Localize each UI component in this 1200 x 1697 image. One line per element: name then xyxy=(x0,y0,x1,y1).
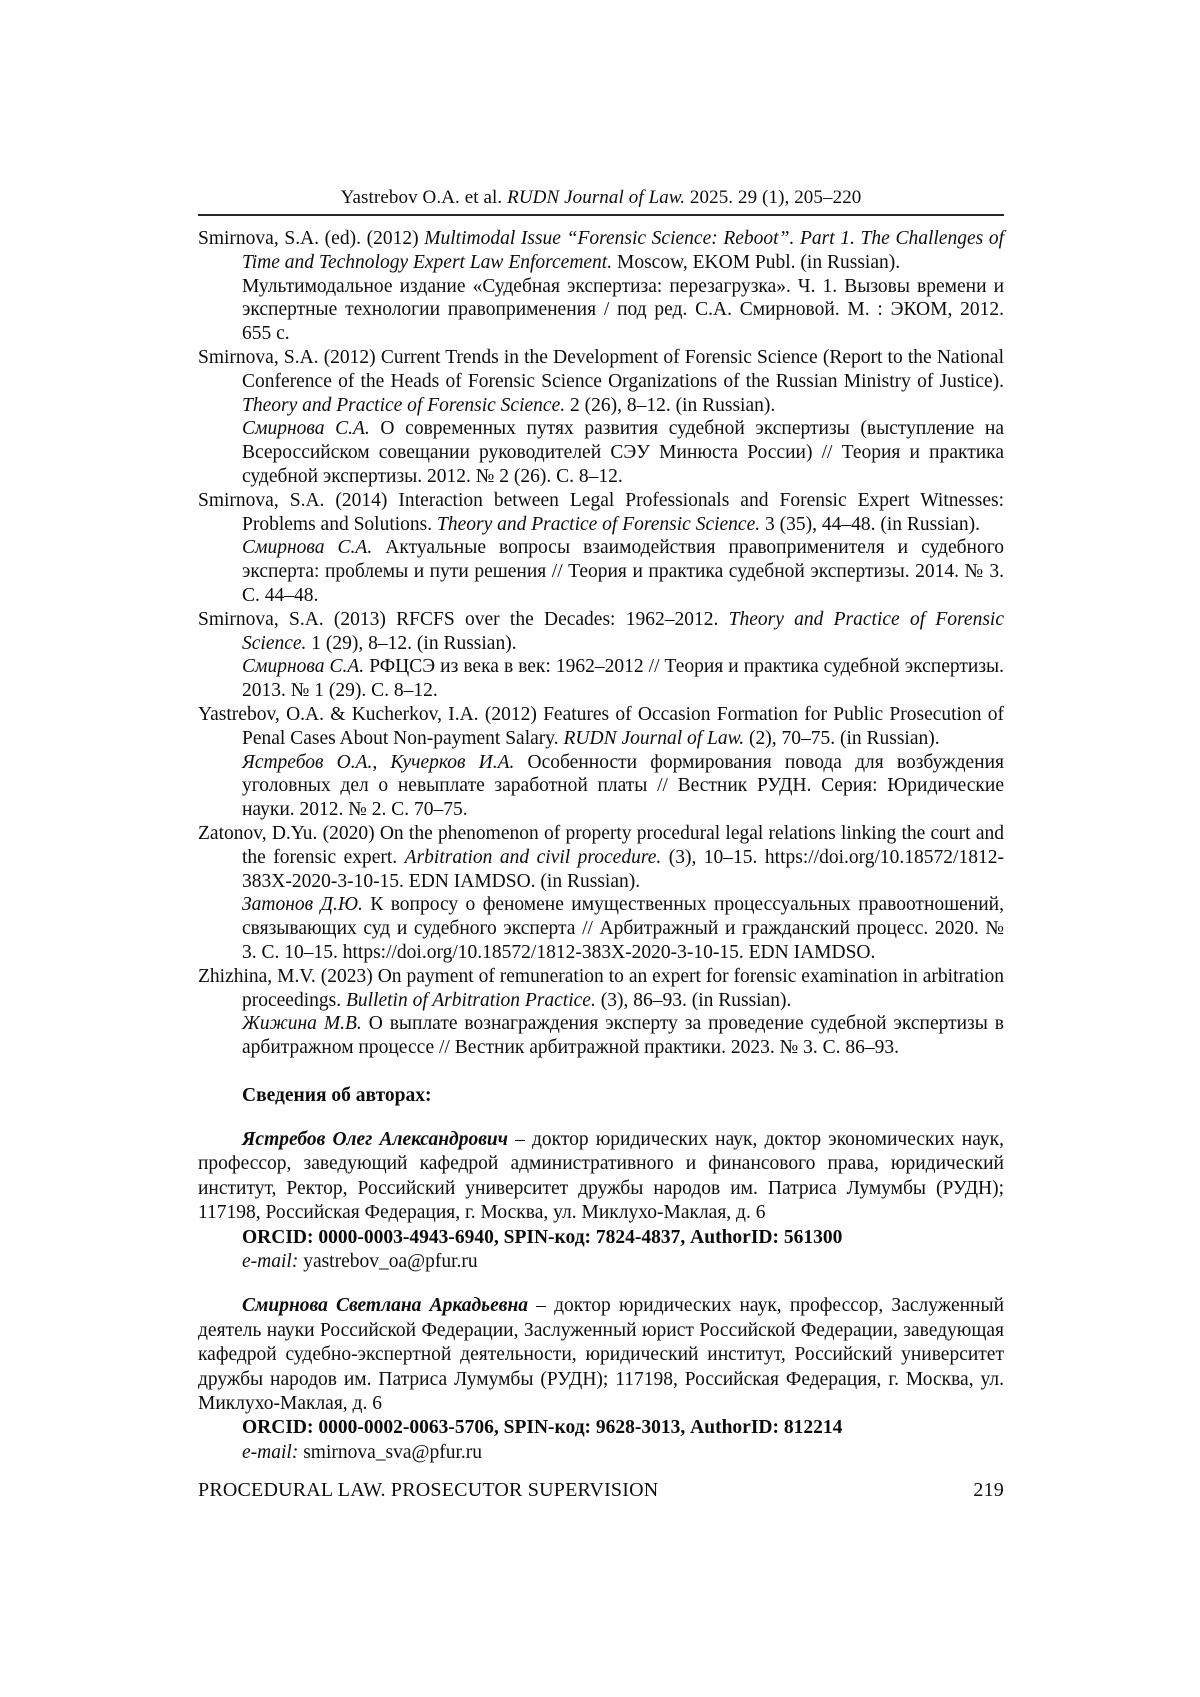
text-segment: Актуальные вопросы взаимодействия правоприменителя и судебного эксперта: проблемы и пути решения // Теория и практика судебной экспертизы. 2014. № 3. С. 44–48. xyxy=(242,537,1004,606)
text-segment: RUDN Journal of Law. xyxy=(563,727,745,749)
text-segment: Bulletin of Arbitration Practice. xyxy=(345,989,596,1011)
text-segment: Theory and Practice of Forensic Science. xyxy=(242,394,566,416)
text-segment: 2 (26), 8–12. (in Russian). xyxy=(565,394,776,416)
author-email xyxy=(198,1441,1004,1465)
page-content xyxy=(198,186,1004,1465)
email-label: e-mail: xyxy=(242,1441,299,1463)
text-segment: – доктор юридических наук, доктор экономических наук, профессор, заведующий кафедрой административного и финансового права, юридический институт, Ректор, Российский университет дружбы народов им. Патриса Лумумбы (РУДН); 117198, Российская Федерация, г. Москва, ул. Миклухо-Маклая, д. 6 xyxy=(198,1128,1004,1224)
text-segment: Особенности формирования повода для возбуждения уголовных дел о невыплате заработной платы // Вестник РУДН. Серия: Юридические науки. 2012. № 2. С. 70–75. xyxy=(242,751,1004,821)
author-bio xyxy=(198,1128,1004,1226)
reference-entry xyxy=(198,703,1004,822)
authors-section-heading: Сведения об авторах: xyxy=(242,1084,432,1106)
running-header xyxy=(198,186,1004,210)
reference-english-text xyxy=(198,965,1004,1013)
text-segment: Смирнова С.А. xyxy=(242,418,370,440)
text-segment: Arbitration and civil procedure. xyxy=(404,846,662,868)
text-segment: Multimodal Issue “Forensic Science: Reboot”. Part 1. The Challenges of Time and Technology Expert Law Enforcement. xyxy=(242,228,1005,273)
author-info-block xyxy=(198,1294,1004,1465)
author-info-block xyxy=(198,1128,1004,1274)
text-segment: Smirnova, S.A. (2014) Interaction between Legal Professionals and Forensic Expert Witnesses: Problems and Solutions. xyxy=(198,489,1004,535)
footer-page-number: 219 xyxy=(973,1479,1004,1501)
reference-english-text xyxy=(198,227,1004,275)
text-segment: (3), 86–93. (in Russian). xyxy=(595,989,792,1011)
text-segment: (3), 10–15. https://doi.org/10.18572/1812-383X-2020-3-10-15. EDN IAMDSO. (in Russian). xyxy=(242,846,1004,892)
text-segment: Smirnova, S.A. (2013) RFCFS over the Decades: 1962–2012. xyxy=(198,608,729,630)
reference-list xyxy=(198,227,1004,1060)
email-address: yastrebov_oa@pfur.ru xyxy=(298,1250,478,1272)
reference-russian-text xyxy=(198,751,1004,822)
author-identifiers: ORCID: 0000-0002-0063-5706, SPIN-код: 9628-3013, AuthorID: 812214 xyxy=(242,1417,843,1439)
reference-russian-text xyxy=(198,275,1004,346)
text-segment: О современных путях развития судебной экспертизы (выступление на Всероссийском совещании руководителей СЭУ Минюста России) // Теория и практика судебной экспертизы. 2012. № 2 (26). С. 8–12. xyxy=(242,418,1004,487)
reference-english-text xyxy=(198,346,1004,417)
reference-english-text xyxy=(198,489,1004,537)
text-segment: Theory and Practice of Forensic Science. xyxy=(242,608,1004,654)
text-segment: 3 (35), 44–48. (in Russian). xyxy=(760,513,981,535)
text-segment: Смирнова С.А. xyxy=(242,537,373,559)
text-segment: К вопросу о феномене имущественных процессуальных правоотношений, связывающих суд и судебного эксперта // Арбитражный и гражданский процесс. 2020. № 3. С. 10–15. https://doi.org/10.18572/1812-383X-2020-3-10-15. EDN IAMDSO. xyxy=(242,894,1004,963)
text-segment: Smirnova, S.A. (2012) Current Trends in the Development of Forensic Science (Report to the National Conference of the Heads of Forensic Science Organizations of the Russian Ministry of Justice). xyxy=(198,346,1004,392)
text-segment: Moscow, EKOM Publ. (in Russian). xyxy=(612,251,901,273)
reference-russian-text xyxy=(198,417,1004,488)
reference-entry xyxy=(198,965,1004,1060)
text-segment: RUDN Journal of Law. xyxy=(507,187,686,208)
reference-russian-text xyxy=(198,1012,1004,1060)
text-segment: О выплате вознаграждения эксперту за проведение судебной экспертизы в арбитражном процессе // Вестник арбитражной практики. 2023. № 3. С. 86–93. xyxy=(242,1013,1004,1059)
text-segment: Мультимодальное издание «Судебная экспертиза: перезагрузка». Ч. 1. Вызовы времени и экспертные технологии правоприменения / под ред. С.А. Смирновой. М. : ЭКОМ, 2012. 655 с. xyxy=(242,275,1004,345)
reference-english-text xyxy=(198,608,1004,656)
text-segment: 1 (29), 8–12. (in Russian). xyxy=(306,632,517,654)
author-bio xyxy=(198,1294,1004,1416)
email-label: e-mail: xyxy=(242,1250,299,1272)
text-segment: Smirnova, S.A. (ed). (2012) xyxy=(198,228,425,249)
text-segment: Yastrebov O.A. et al. xyxy=(340,187,508,208)
text-segment: Zatonov, D.Yu. (2020) On the phenomenon of property procedural legal relations linking the court and the forensic expert. xyxy=(198,822,1004,868)
reference-english-text xyxy=(198,822,1004,893)
reference-russian-text xyxy=(198,536,1004,607)
text-segment: (2), 70–75. (in Russian). xyxy=(744,727,940,749)
text-segment: Жижина М.В. xyxy=(242,1013,362,1035)
text-segment: Theory and Practice of Forensic Science. xyxy=(437,513,761,535)
text-segment: Ястребов Олег Александрович xyxy=(242,1128,508,1150)
reference-entry xyxy=(198,346,1004,489)
text-segment: Zhizhina, M.V. (2023) On payment of remuneration to an expert for forensic examination in arbitration proceedings. xyxy=(198,965,1004,1011)
text-segment: 2025. 29 (1), 205–220 xyxy=(685,187,862,208)
reference-russian-text xyxy=(198,893,1004,964)
text-segment: Yastrebov, O.A. & Kucherkov, I.A. (2012) Features of Occasion Formation for Public Prosecution of Penal Cases About Non-payment Salary. xyxy=(198,703,1004,749)
text-segment: Смирнова Светлана Аркадьевна xyxy=(242,1295,529,1317)
reference-entry xyxy=(198,822,1004,965)
text-segment: РФЦСЭ из века в век: 1962–2012 // Теория и практика судебной экспертизы. 2013. № 1 (29). С. 8–12. xyxy=(242,656,1004,702)
reference-english-text xyxy=(198,703,1004,751)
author-identifiers: ORCID: 0000-0003-4943-6940, SPIN-код: 7824-4837, AuthorID: 561300 xyxy=(242,1226,843,1248)
text-segment: Затонов Д.Ю. xyxy=(242,894,363,916)
author-email xyxy=(198,1250,1004,1274)
footer-section-title: PROCEDURAL LAW. PROSECUTOR SUPERVISION xyxy=(198,1479,659,1501)
page-footer xyxy=(198,1478,1004,1502)
authors-list xyxy=(198,1128,1004,1465)
text-segment: Смирнова С.А. xyxy=(242,656,365,678)
reference-russian-text xyxy=(198,655,1004,703)
reference-entry xyxy=(198,608,1004,703)
header-rule xyxy=(198,214,1004,216)
reference-entry xyxy=(198,227,1004,346)
text-segment: – доктор юридических наук, профессор, Заслуженный деятель науки Российской Федерации, Заслуженный юрист Российской Федерации, заведующая кафедрой судебно-экспертной деятельности, юридический институт, Российский университет дружбы народов им. Патриса Лумумбы (РУДН); 117198, Российская Федерация, г. Москва, ул. Миклухо-Маклая, д. 6 xyxy=(198,1295,1005,1414)
email-address: smirnova_sva@pfur.ru xyxy=(298,1441,482,1463)
reference-entry xyxy=(198,489,1004,608)
text-segment: Ястребов О.А., Кучерков И.А. xyxy=(242,751,515,773)
